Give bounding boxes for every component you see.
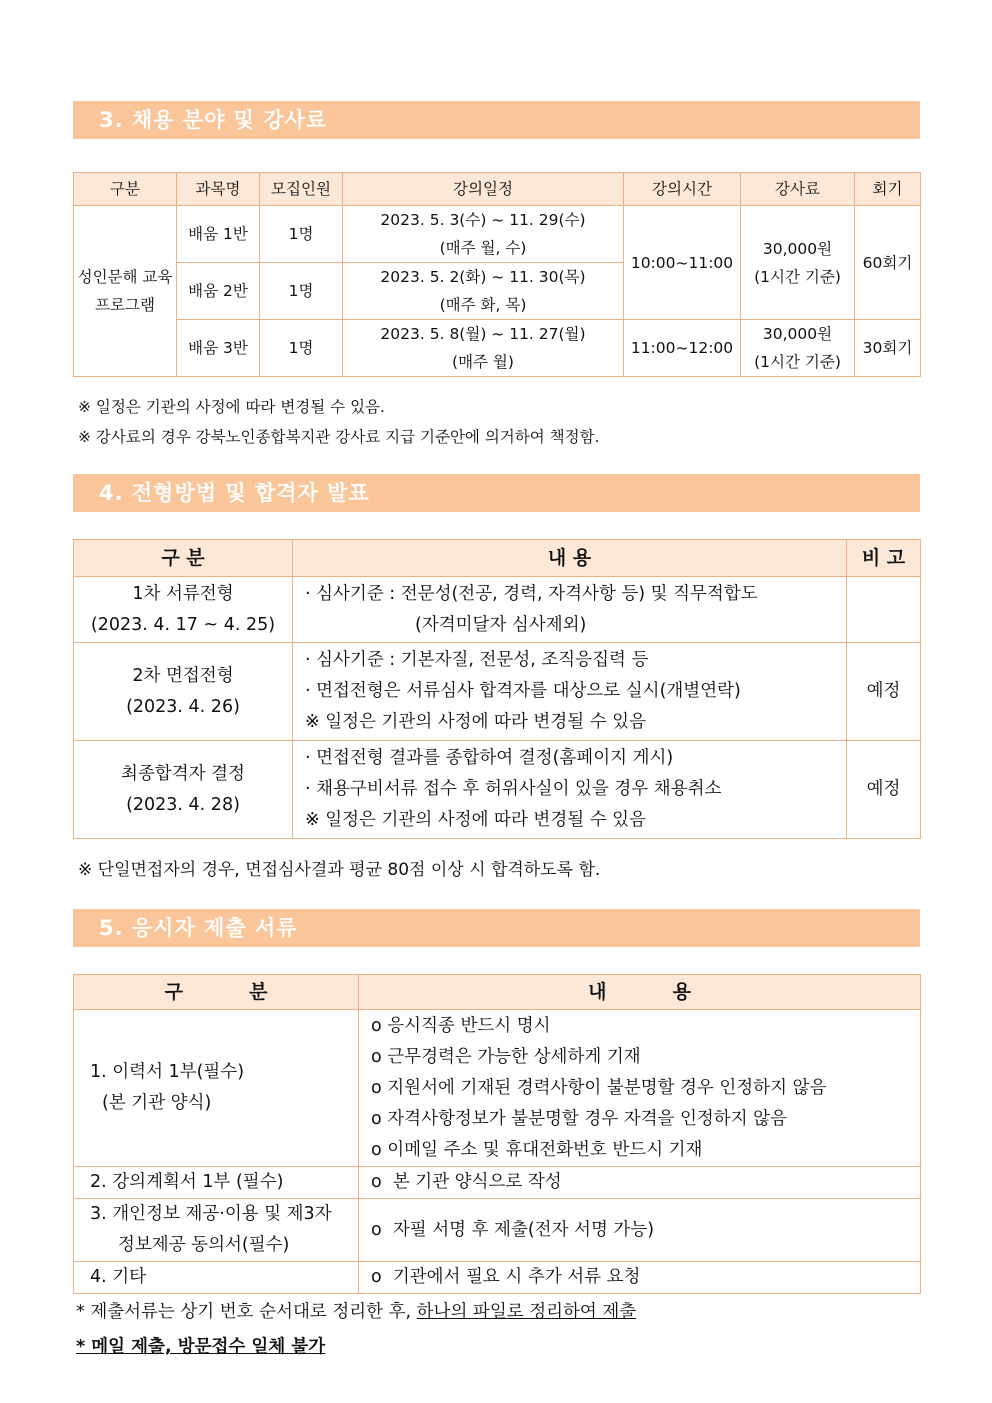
section-4-note: ※ 단일면접자의 경우, 면접심사결과 평균 80점 이상 시 합격하도록 함. — [78, 860, 601, 880]
doc-1-line-1: o 응시직종 반드시 명시 — [371, 1015, 551, 1036]
stage-3-content — [293, 741, 847, 839]
doc-1-note: (본 기관 양식) — [102, 1093, 212, 1113]
schedule-3 — [343, 320, 624, 377]
header-category: 구 분 — [74, 975, 359, 1010]
subject-2: 배움 2반 — [177, 263, 260, 320]
stage-2-line-3: ※ 일정은 기관의 사정에 따라 변경될 수 있음 — [305, 712, 646, 732]
fee-b-amount: 30,000원 — [762, 325, 833, 343]
section-4-title: 4. 전형방법 및 합격자 발표 — [73, 474, 920, 512]
schedule-2-days: (매주 화, 목) — [439, 296, 527, 314]
footer-note-1-text: * 제출서류는 상기 번호 순서대로 정리한 후, — [76, 1302, 417, 1322]
header-fee: 강사료 — [741, 173, 855, 206]
stage-2-date: (2023. 4. 26) — [126, 696, 240, 717]
stage-1-line-2: (자격미달자 심사제외) — [415, 614, 587, 635]
doc-3 — [74, 1199, 359, 1262]
stage-3-name: 최종합격자 결정 — [121, 763, 245, 784]
fee-a — [741, 206, 855, 320]
stage-2-name: 2차 면접전형 — [132, 665, 234, 686]
doc-4-name: 4. 기타 — [90, 1267, 147, 1287]
section-3-note-2: ※ 강사료의 경우 강북노인종합복지관 강사료 지급 기준안에 의거하여 책정함. — [78, 428, 600, 446]
schedule-2-dates: 2023. 5. 2(화) ~ 11. 30(목) — [380, 268, 586, 286]
stage-2-remark: 예정 — [847, 643, 921, 741]
stage-1-content — [293, 577, 847, 643]
footer-note-1 — [76, 1298, 636, 1323]
header-time: 강의시간 — [624, 173, 741, 206]
section-3-note-1: ※ 일정은 기관의 사정에 따라 변경될 수 있음. — [78, 398, 385, 416]
doc-2 — [74, 1167, 359, 1199]
section-3-title: 3. 채용 분야 및 강사료 — [73, 101, 920, 139]
stage-3-line-2: · 채용구비서류 접수 후 허위사실이 있을 경우 채용취소 — [305, 779, 722, 799]
stage-2-line-1: · 심사기준 : 기본자질, 전문성, 조직응집력 등 — [305, 650, 649, 670]
selection-table — [73, 539, 921, 839]
sessions-b: 30회기 — [855, 320, 921, 377]
fee-a-amount: 30,000원 — [762, 239, 833, 258]
doc-2-content — [359, 1167, 921, 1199]
doc-1-name: 1. 이력서 1부(필수) — [90, 1062, 245, 1082]
doc-4-content — [359, 1262, 921, 1294]
stage-1-remark — [847, 577, 921, 643]
doc-1-content — [359, 1010, 921, 1167]
time-b: 11:00~12:00 — [624, 320, 741, 377]
header-category: 구분 — [74, 173, 177, 206]
doc-3-note: 정보제공 동의서(필수) — [118, 1235, 290, 1255]
stage-2-line-2: · 면접전형은 서류심사 합격자를 대상으로 실시(개별연락) — [305, 681, 741, 701]
header-count: 모집인원 — [260, 173, 343, 206]
category-label: 성인문해 교육프로그램 — [77, 268, 173, 314]
stage-1-line-1: · 심사기준 : 전문성(전공, 경력, 자격사항 등) 및 직무적합도 — [305, 583, 758, 604]
doc-1-line-5: o 이메일 주소 및 휴대전화번호 반드시 기재 — [371, 1139, 703, 1160]
footer-note-1-underlined: 하나의 파일로 정리하여 제출 — [416, 1302, 637, 1322]
fee-b-unit: (1시간 기준) — [754, 353, 841, 371]
stage-3-line-3: ※ 일정은 기관의 사정에 따라 변경될 수 있음 — [305, 810, 646, 830]
header-remark: 비 고 — [847, 540, 921, 577]
stage-1 — [74, 577, 293, 643]
count-3: 1명 — [260, 320, 343, 377]
fee-b — [741, 320, 855, 377]
sessions-a: 60회기 — [855, 206, 921, 320]
doc-1 — [74, 1010, 359, 1167]
stage-3-remark: 예정 — [847, 741, 921, 839]
header-content: 내 용 — [359, 975, 921, 1010]
schedule-1-dates: 2023. 5. 3(수) ~ 11. 29(수) — [380, 211, 586, 229]
header-schedule: 강의일정 — [343, 173, 624, 206]
doc-1-line-2: o 근무경력은 가능한 상세하게 기재 — [371, 1046, 641, 1067]
doc-3-line-1: o 자필 서명 후 제출(전자 서명 가능) — [371, 1219, 655, 1240]
doc-2-line-1: o 본 기관 양식으로 작성 — [371, 1172, 562, 1192]
schedule-2 — [343, 263, 624, 320]
header-content: 내 용 — [293, 540, 847, 577]
documents-table — [73, 974, 921, 1294]
subject-3: 배움 3반 — [177, 320, 260, 377]
stage-2-content — [293, 643, 847, 741]
doc-4-line-1: o 기관에서 필요 시 추가 서류 요청 — [371, 1267, 641, 1287]
doc-2-name: 2. 강의계획서 1부 (필수) — [90, 1172, 284, 1192]
stage-2 — [74, 643, 293, 741]
doc-4 — [74, 1262, 359, 1294]
stage-3-date: (2023. 4. 28) — [126, 794, 240, 815]
count-1: 1명 — [260, 206, 343, 263]
schedule-1 — [343, 206, 624, 263]
count-2: 1명 — [260, 263, 343, 320]
schedule-3-days: (매주 월) — [452, 353, 514, 371]
fee-a-unit: (1시간 기준) — [754, 267, 841, 286]
subject-1: 배움 1반 — [177, 206, 260, 263]
schedule-1-days: (매주 월, 수) — [439, 239, 527, 257]
section-5-title: 5. 응시자 제출 서류 — [73, 909, 920, 947]
doc-1-line-4: o 자격사항정보가 불분명할 경우 자격을 인정하지 않음 — [371, 1108, 787, 1129]
fee-table — [73, 172, 921, 377]
schedule-3-dates: 2023. 5. 8(월) ~ 11. 27(월) — [380, 325, 586, 343]
footer-note-2 — [76, 1333, 325, 1358]
header-subject: 과목명 — [177, 173, 260, 206]
category-cell — [74, 206, 177, 377]
stage-1-date: (2023. 4. 17 ~ 4. 25) — [90, 614, 276, 635]
doc-3-name: 3. 개인정보 제공·이용 및 제3자 — [90, 1204, 332, 1224]
header-sessions: 회기 — [855, 173, 921, 206]
stage-3 — [74, 741, 293, 839]
stage-3-line-1: · 면접전형 결과를 종합하여 결정(홈페이지 게시) — [305, 748, 674, 768]
time-a: 10:00~11:00 — [624, 206, 741, 320]
header-category: 구 분 — [74, 540, 293, 577]
stage-1-name: 1차 서류전형 — [132, 583, 234, 604]
doc-1-line-3: o 지원서에 기재된 경력사항이 불분명할 경우 인정하지 않음 — [371, 1077, 827, 1098]
doc-3-content — [359, 1199, 921, 1262]
footer-note-2-text: * 메일 제출, 방문접수 일체 불가 — [76, 1337, 326, 1357]
